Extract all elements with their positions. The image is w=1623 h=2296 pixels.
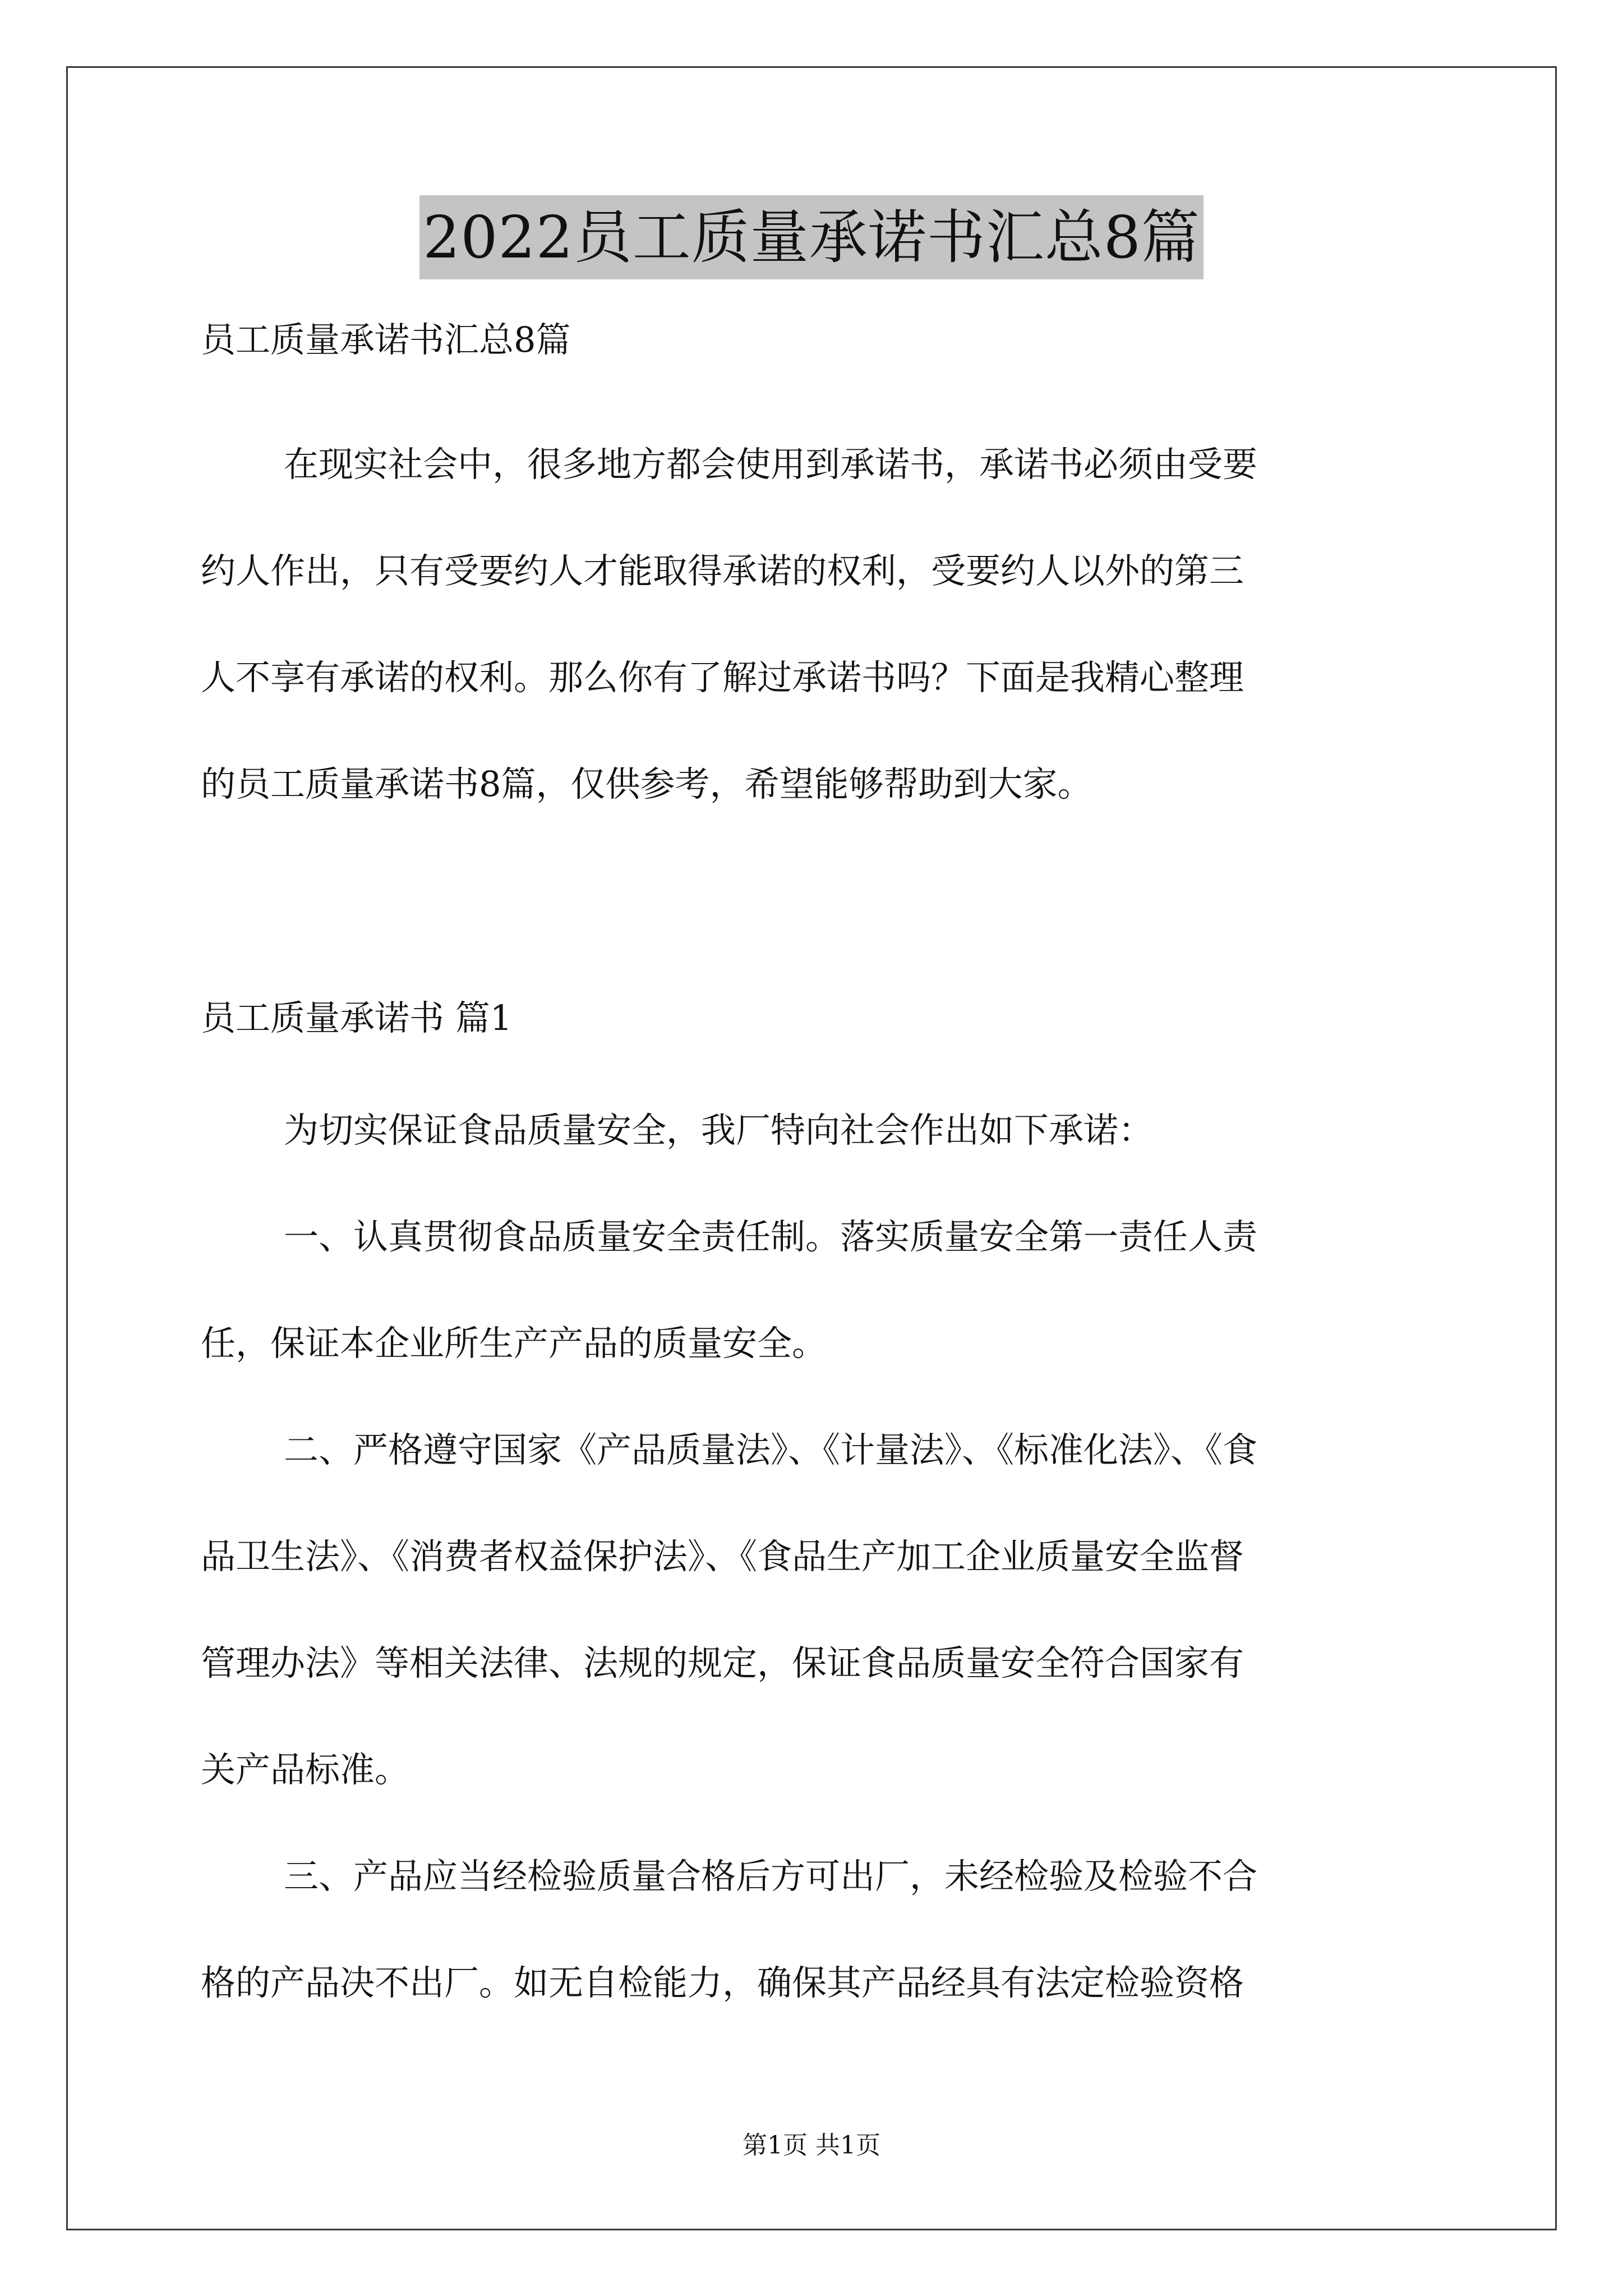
body-line: 管理办法》等相关法律、法规的规定，保证食品质量安全符合国家有 (201, 1642, 1244, 1683)
body-line: 一、认真贯彻食品质量安全责任制。落实质量安全第一责任人责 (284, 1216, 1258, 1257)
document-subtitle: 员工质量承诺书汇总8篇 (201, 319, 571, 360)
body-line: 三、产品应当经检验质量合格后方可出厂，未经检验及检验不合 (284, 1856, 1258, 1897)
document-title: 2022员工质量承诺书汇总8篇 (419, 195, 1204, 279)
body-line: 品卫生法》、《消费者权益保护法》、《食品生产加工企业质量安全监督 (201, 1536, 1244, 1577)
title-container (0, 195, 1623, 279)
intro-line: 在现实社会中，很多地方都会使用到承诺书，承诺书必须由受要 (284, 444, 1258, 485)
body-line: 二、严格遵守国家《产品质量法》、《计量法》、《标准化法》、《食 (284, 1429, 1258, 1470)
intro-line: 约人作出，只有受要约人才能取得承诺的权利，受要约人以外的第三 (201, 550, 1244, 591)
body-line: 格的产品决不出厂。如无自检能力，确保其产品经具有法定检验资格 (201, 1962, 1244, 2003)
body-line: 任，保证本企业所生产产品的质量安全。 (201, 1323, 827, 1364)
intro-line: 的员工质量承诺书8篇，仅供参考，希望能够帮助到大家。 (201, 763, 1092, 804)
section-heading: 员工质量承诺书 篇1 (201, 997, 513, 1038)
body-line: 为切实保证食品质量安全，我厂特向社会作出如下承诺： (284, 1110, 1154, 1151)
intro-line: 人不享有承诺的权利。那么你有了解过承诺书吗？下面是我精心整理 (201, 657, 1244, 698)
page-footer: 第1页 共1页 (743, 2131, 880, 2160)
body-line: 关产品标准。 (201, 1749, 410, 1790)
